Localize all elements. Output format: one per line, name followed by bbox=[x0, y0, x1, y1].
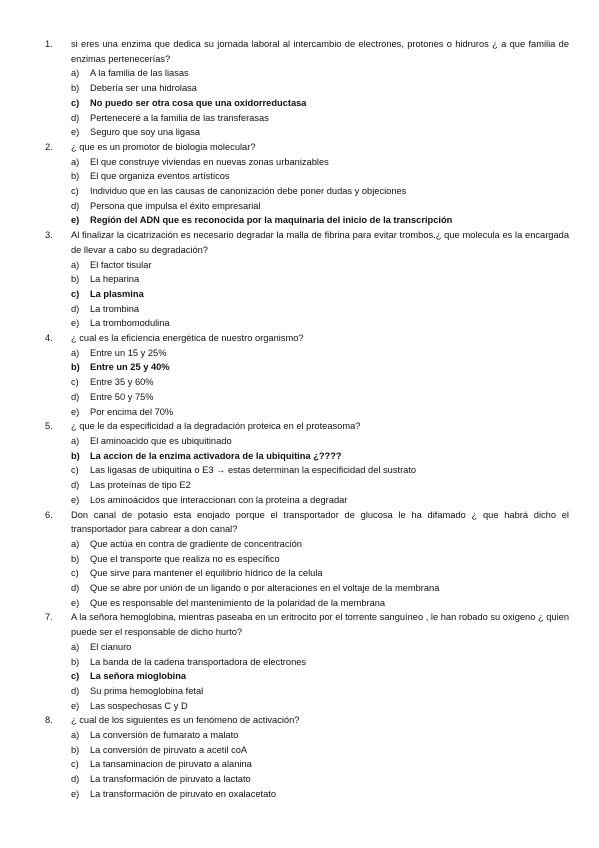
option-text: Individuo que en las causas de canonización debe poner dudas y objeciones bbox=[90, 186, 407, 197]
option-text: La plasmina bbox=[90, 288, 144, 299]
option-text: Entre 35 y 60% bbox=[90, 377, 154, 388]
option-letter: c) bbox=[71, 759, 79, 770]
option-list bbox=[45, 537, 569, 611]
question-row bbox=[45, 610, 569, 639]
question-row bbox=[45, 713, 569, 728]
option-text: Las ligasas de ubiquitina o E3 → estas determinan la especificidad del sustrato bbox=[90, 465, 417, 476]
option-text: Que se abre por unión de un ligando o por alteraciones en el voltaje de la membrana bbox=[90, 583, 440, 594]
option-item bbox=[71, 743, 569, 758]
option-letter: b) bbox=[71, 274, 80, 285]
option-text: Entre 50 y 75% bbox=[90, 391, 154, 402]
option-item bbox=[71, 199, 569, 214]
option-letter: e) bbox=[71, 406, 80, 417]
option-letter: a) bbox=[71, 68, 80, 79]
option-letter: c) bbox=[71, 97, 80, 108]
option-letter: e) bbox=[71, 318, 80, 329]
option-list bbox=[45, 434, 569, 508]
option-text: La heparina bbox=[90, 274, 140, 285]
option-text: Persona que impulsa el éxito empresarial bbox=[90, 200, 261, 211]
option-text: El que organiza eventos artísticos bbox=[90, 171, 230, 182]
option-item bbox=[71, 316, 569, 331]
question-number: 8. bbox=[45, 715, 53, 726]
question-number: 1. bbox=[45, 39, 53, 49]
option-letter: e) bbox=[71, 597, 80, 608]
option-letter: d) bbox=[71, 583, 80, 594]
option-text: La transformación de piruvato en oxalacetato bbox=[90, 788, 277, 799]
option-item bbox=[71, 96, 569, 111]
option-text: Debería ser una hidrolasa bbox=[90, 83, 197, 94]
option-item bbox=[71, 434, 569, 449]
option-letter: e) bbox=[71, 215, 80, 226]
option-text: Seguro que soy una ligasa bbox=[90, 127, 201, 138]
option-item bbox=[71, 478, 569, 493]
option-text: Región del ADN que es reconocida por la maquinaria del inicio de la transcripción bbox=[90, 215, 453, 226]
option-item bbox=[71, 272, 569, 287]
option-text: La conversión de fumarato a malato bbox=[90, 730, 239, 741]
option-letter: b) bbox=[71, 362, 80, 373]
option-list bbox=[45, 728, 569, 802]
option-item bbox=[71, 463, 569, 478]
option-item bbox=[71, 375, 569, 390]
question-text: ¿ que es un promotor de biologia molecular? bbox=[71, 141, 256, 152]
option-item bbox=[71, 258, 569, 273]
option-text: Que el transporte que realiza no es específico bbox=[90, 553, 280, 564]
option-letter: b) bbox=[71, 450, 80, 461]
option-text: No puedo ser otra cosa que una oxidorreductasa bbox=[90, 97, 307, 108]
question-number: 6. bbox=[45, 509, 53, 520]
option-item bbox=[71, 302, 569, 317]
question bbox=[45, 37, 569, 140]
option-item bbox=[71, 537, 569, 552]
option-letter: b) bbox=[71, 83, 80, 94]
option-list bbox=[45, 258, 569, 332]
option-letter: d) bbox=[71, 391, 80, 402]
option-text: Las sospechosas C y D bbox=[90, 700, 188, 711]
option-list bbox=[45, 66, 569, 140]
option-item bbox=[71, 111, 569, 126]
question bbox=[45, 331, 569, 419]
option-item bbox=[71, 169, 569, 184]
option-text: La accion de la enzima activadora de la ubiquitina ¿???? bbox=[90, 450, 342, 461]
option-item bbox=[71, 684, 569, 699]
question-number: 4. bbox=[45, 333, 53, 344]
question bbox=[45, 419, 569, 507]
option-text: Su prima hemoglobina fetal bbox=[90, 685, 204, 696]
option-text: Que es responsable del mantenimiento de la polaridad de la membrana bbox=[90, 597, 386, 608]
option-text: El cianuro bbox=[90, 641, 132, 652]
option-letter: c) bbox=[71, 186, 79, 197]
option-letter: b) bbox=[71, 656, 80, 667]
option-item bbox=[71, 360, 569, 375]
option-text: La banda de la cadena transportadora de electrones bbox=[90, 656, 307, 667]
option-text: Entre un 15 y 25% bbox=[90, 347, 167, 358]
option-text: La conversión de piruvato a acetil coA bbox=[90, 744, 248, 755]
option-item bbox=[71, 655, 569, 670]
option-item bbox=[71, 772, 569, 787]
question-row bbox=[45, 331, 569, 346]
question-number: 7. bbox=[45, 612, 53, 623]
question-text: Don canal de potasio esta enojado porque el transportador de glucosa le ha difamado ¿ que habrá dicho el transportador para cabrear a don canal? bbox=[71, 509, 569, 535]
option-item bbox=[71, 449, 569, 464]
option-text: Las proteínas de tipo E2 bbox=[90, 480, 191, 491]
option-text: La transformación de piruvato a lactato bbox=[90, 774, 251, 785]
question-number: 2. bbox=[45, 141, 53, 152]
option-item bbox=[71, 596, 569, 611]
option-item bbox=[71, 81, 569, 96]
option-text: La trombina bbox=[90, 303, 140, 314]
option-text: El factor tisular bbox=[90, 259, 152, 270]
option-letter: e) bbox=[71, 494, 80, 505]
option-text: A la familia de las liasas bbox=[90, 68, 189, 79]
option-item bbox=[71, 640, 569, 655]
option-letter: d) bbox=[71, 774, 80, 785]
option-letter: b) bbox=[71, 553, 80, 564]
option-item bbox=[71, 66, 569, 81]
option-item bbox=[71, 787, 569, 802]
question bbox=[45, 228, 569, 331]
question-number: 5. bbox=[45, 421, 53, 432]
option-letter: a) bbox=[71, 435, 80, 446]
option-letter: d) bbox=[71, 303, 80, 314]
question-row bbox=[45, 140, 569, 155]
question-text: ¿ cual de los siguientes es un fenómeno de activación? bbox=[71, 715, 300, 726]
option-letter: e) bbox=[71, 700, 80, 711]
option-letter: c) bbox=[71, 377, 79, 388]
option-letter: a) bbox=[71, 641, 80, 652]
option-letter: e) bbox=[71, 127, 80, 138]
question-list bbox=[45, 37, 569, 802]
option-letter: d) bbox=[71, 112, 80, 123]
option-item bbox=[71, 405, 569, 420]
option-item bbox=[71, 566, 569, 581]
question-row bbox=[45, 228, 569, 257]
question bbox=[45, 610, 569, 713]
option-text: El aminoacido que es ubiquitinado bbox=[90, 435, 232, 446]
question bbox=[45, 713, 569, 801]
option-list bbox=[45, 640, 569, 714]
option-item bbox=[71, 213, 569, 228]
option-item bbox=[71, 757, 569, 772]
question-text: ¿ cual es la eficiencia energética de nuestro organismo? bbox=[71, 333, 304, 344]
question-number: 3. bbox=[45, 230, 53, 241]
option-letter: a) bbox=[71, 156, 80, 167]
option-letter: b) bbox=[71, 171, 80, 182]
question-text: Al finalizar la cicatrización es necesario degradar la malla de fibrina para evitar trombos.¿ que molecula es la encargada de llevar a cabo su degradación? bbox=[71, 230, 569, 255]
option-letter: a) bbox=[71, 538, 80, 549]
option-letter: c) bbox=[71, 465, 79, 476]
question-text: ¿ que le da especificidad a la degradación proteica en el proteasoma? bbox=[71, 421, 361, 432]
question-text: A la señora hemoglobina, mientras paseaba en un eritrocito por el torrente sanguíneo , le han robado su oxigeno ¿ quien puede ser el responsable de dicho hurto? bbox=[71, 612, 569, 638]
option-letter: b) bbox=[71, 744, 80, 755]
option-item bbox=[71, 493, 569, 508]
question-row bbox=[45, 508, 569, 537]
option-text: El que construye viviendas en nuevas zonas urbanizables bbox=[90, 156, 329, 167]
option-list bbox=[45, 155, 569, 229]
question bbox=[45, 508, 569, 611]
option-text: La tansaminacion de piruvato a alanina bbox=[90, 759, 252, 770]
option-text: La trombomodulina bbox=[90, 318, 170, 329]
option-text: Perteneceré a la familia de las transferasas bbox=[90, 112, 269, 123]
option-letter: c) bbox=[71, 288, 80, 299]
option-item bbox=[71, 669, 569, 684]
option-item bbox=[71, 581, 569, 596]
question bbox=[45, 140, 569, 228]
option-item bbox=[71, 552, 569, 567]
option-text: La señora mioglobina bbox=[90, 671, 187, 682]
question-row bbox=[45, 37, 569, 66]
option-letter: a) bbox=[71, 347, 80, 358]
option-text: Los aminoácidos que interaccionan con la proteína a degradar bbox=[90, 494, 348, 505]
option-item bbox=[71, 346, 569, 361]
option-letter: c) bbox=[71, 671, 80, 682]
option-letter: a) bbox=[71, 259, 80, 270]
question-row bbox=[45, 419, 569, 434]
option-item bbox=[71, 125, 569, 140]
option-text: Que actúa en contra de gradiente de concentración bbox=[90, 538, 302, 549]
option-item bbox=[71, 184, 569, 199]
question-text: si eres una enzima que dedica su jornada laboral al intercambio de electrones, protones o hidruros ¿ a que familia de enzimas pertenecerías? bbox=[71, 39, 569, 64]
option-letter: d) bbox=[71, 480, 80, 491]
option-letter: a) bbox=[71, 730, 80, 741]
option-text: Por encima del 70% bbox=[90, 406, 174, 417]
option-letter: e) bbox=[71, 788, 80, 799]
option-item bbox=[71, 699, 569, 714]
option-letter: c) bbox=[71, 568, 79, 579]
option-letter: d) bbox=[71, 200, 80, 211]
option-item bbox=[71, 287, 569, 302]
option-letter: d) bbox=[71, 685, 80, 696]
option-text: Que sirve para mantener el equilibrio hídrico de la celula bbox=[90, 568, 323, 579]
option-item bbox=[71, 390, 569, 405]
option-item bbox=[71, 155, 569, 170]
option-item bbox=[71, 728, 569, 743]
option-text: Entre un 25 y 40% bbox=[90, 362, 170, 373]
option-list bbox=[45, 346, 569, 420]
